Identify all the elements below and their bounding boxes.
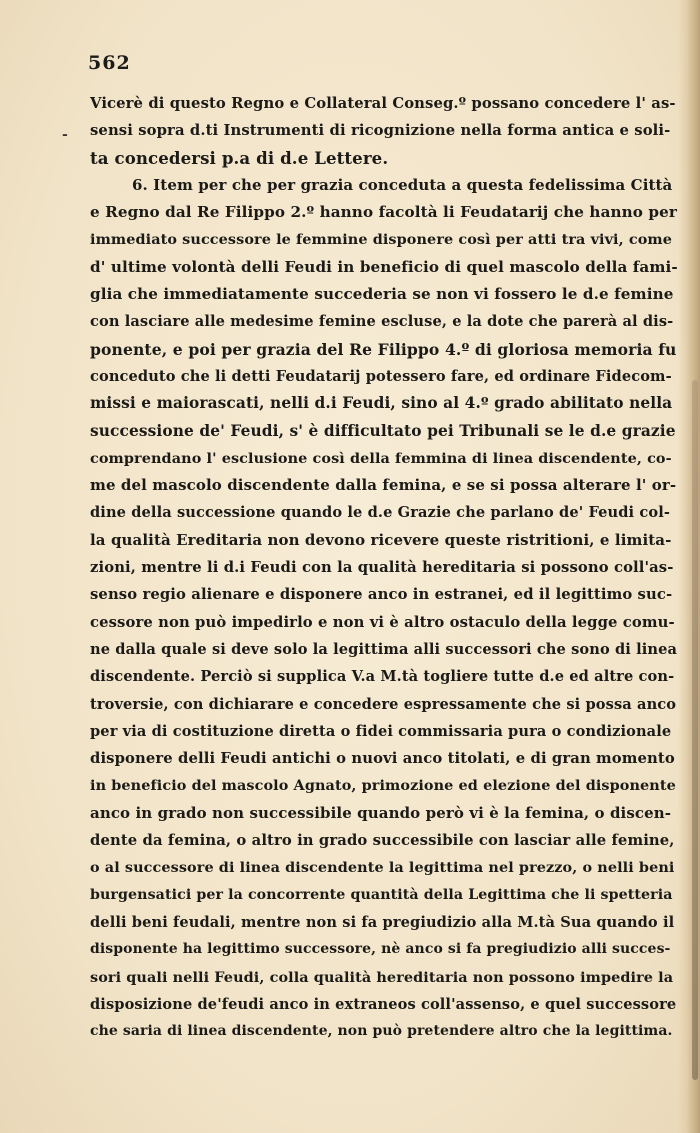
text-line: disponere delli Feudi antichi o nuovi anco titolati, e di gran momento bbox=[90, 750, 675, 768]
text-line: la qualità Ereditaria non devono ricevere queste ristritioni, e limita- bbox=[90, 530, 672, 549]
text-line: ponente, e poi per grazia del Re Filippo 4.º di gloriosa memoria fu bbox=[90, 339, 677, 359]
text-line: burgensatici per la concorrente quantità della Legittima che li spetteria bbox=[90, 886, 673, 903]
text-line: discendente. Perciò si supplica V.a M.tà togliere tutte d.e ed altre con- bbox=[90, 668, 675, 686]
text-line: glia che immediatamente succederia se non vi fossero le d.e femine bbox=[90, 285, 674, 304]
text-line: dente da femina, o altro in grado successibile con lasciar alle femine, bbox=[90, 832, 675, 850]
text-line: ta concedersi p.a di d.e Lettere. bbox=[90, 147, 389, 168]
text-line: e Regno dal Re Filippo 2.º hanno facoltà li Feudatarij che hanno per bbox=[90, 203, 677, 222]
paragraph-start-line: 6. Item per che per grazia conceduta a questa fedelissima Città bbox=[132, 175, 673, 194]
text-line: dine della successione quando le d.e Grazie che parlano de' Feudi col- bbox=[90, 504, 670, 522]
text-line: troversie, con dichiarare e concedere espressamente che si possa anco bbox=[90, 695, 677, 713]
text-line: immediato successore le femmine disponere così per atti tra vivi, come bbox=[90, 231, 672, 249]
text-line: senso regio alienare e disponere anco in estranei, ed il legittimo suc- bbox=[90, 586, 673, 604]
text-line: conceduto che li detti Feudatarij potessero fare, ed ordinare Fidecom- bbox=[90, 367, 672, 385]
text-line: me del mascolo discendente dalla femina, e se si possa alterare l' or- bbox=[90, 476, 677, 495]
text-line: con lasciare alle medesime femine escluse, e la dote che parerà al dis- bbox=[90, 313, 674, 331]
text-line: per via di costituzione diretta o fidei commissaria pura o condizionale bbox=[90, 722, 672, 740]
text-line: che saria di linea discendente, non può pretendere altro che la legittima. bbox=[90, 1023, 673, 1040]
text-line: sensi sopra d.ti Instrumenti di ricognizione nella forma antica e soli- bbox=[90, 122, 671, 140]
text-line: o al successore di linea discendente la legittima nel prezzo, o nelli beni bbox=[90, 859, 675, 877]
page-number: 562 bbox=[88, 52, 131, 74]
text-line: disposizione de'feudi anco in extraneos coll'assenso, e quel successore bbox=[90, 995, 677, 1013]
text-line: Vicerè di questo Regno e Collateral Conseg.º possano concedere l' as- bbox=[90, 95, 676, 112]
body-text bbox=[90, 90, 678, 1045]
text-line: successione de' Feudi, s' è difficultato pei Tribunali se le d.e grazie bbox=[90, 421, 676, 440]
text-line: in beneficio del mascolo Agnato, primozione ed elezione del disponente bbox=[90, 777, 676, 795]
text-line: disponente ha legittimo successore, nè anco si fa pregiudizio alli succes- bbox=[90, 941, 671, 958]
text-line: missi e maiorascati, nelli d.i Feudi, sino al 4.º grado abilitato nella bbox=[90, 394, 673, 413]
text-line: cessore non può impedirlo e non vi è altro ostaculo della legge comu- bbox=[90, 613, 675, 631]
text-line: anco in grado non successibile quando però vi è la femina, o discen- bbox=[90, 803, 672, 822]
page-edge-strip bbox=[692, 380, 698, 1080]
text-line: d' ultime volontà delli Feudi in beneficio di quel mascolo della fami- bbox=[90, 257, 678, 276]
margin-mark: - bbox=[62, 127, 68, 143]
text-line: zioni, mentre li d.i Feudi con la qualità hereditaria si possono coll'as- bbox=[90, 559, 674, 577]
text-line: delli beni feudali, mentre non si fa pregiudizio alla M.tà Sua quando il bbox=[90, 913, 675, 931]
text-line: ne dalla quale si deve solo la legittima alli successori che sono di linea bbox=[90, 640, 678, 658]
text-line: comprendano l' esclusione così della femmina di linea discendente, co- bbox=[90, 449, 672, 467]
text-line: sori quali nelli Feudi, colla qualità hereditaria non possono impedire la bbox=[90, 968, 674, 986]
